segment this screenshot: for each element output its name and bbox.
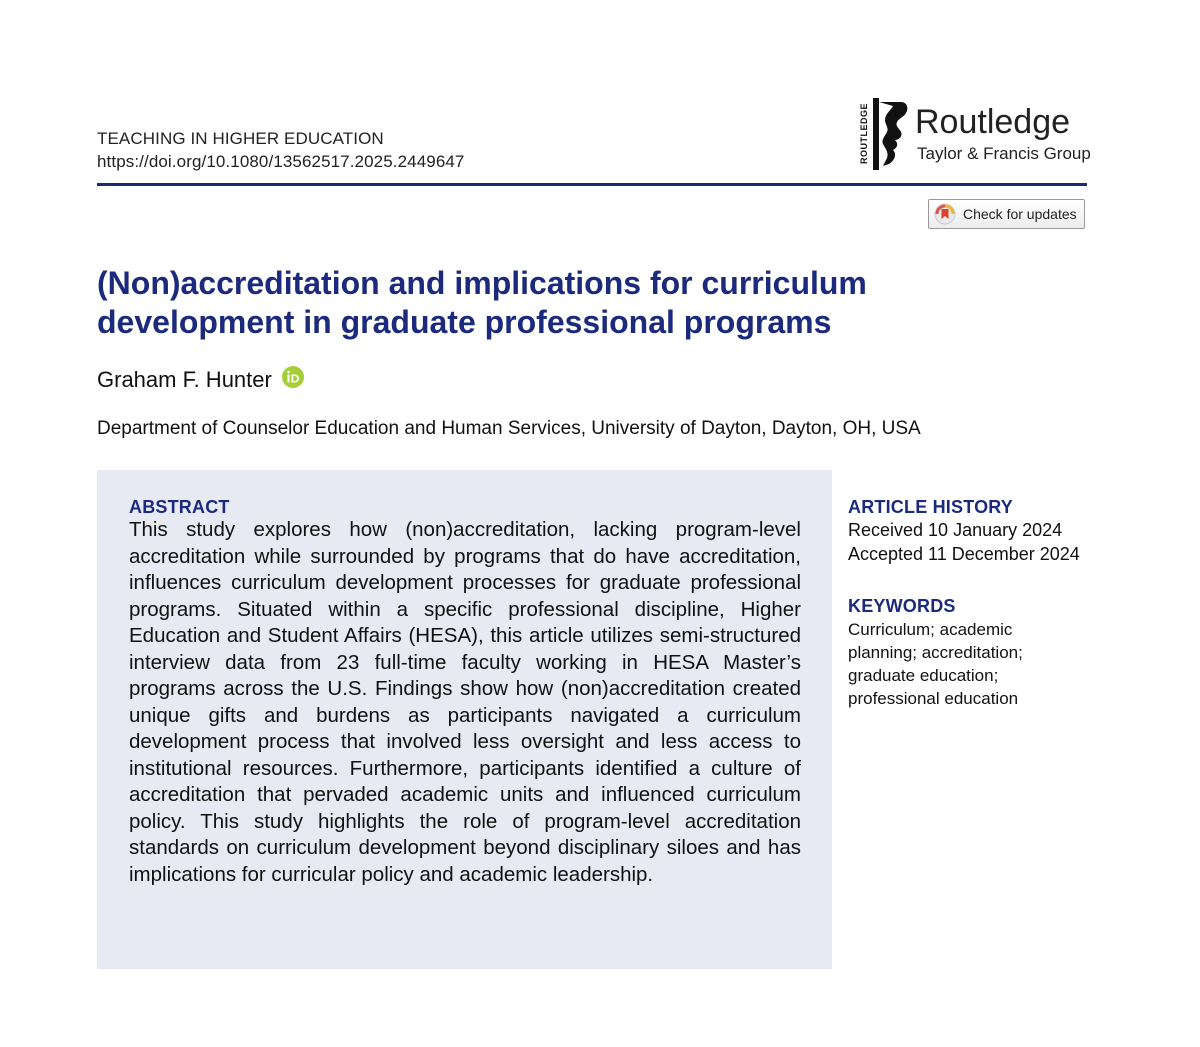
- doi-link[interactable]: https://doi.org/10.1080/13562517.2025.2449647: [97, 152, 465, 171]
- author-line: [97, 366, 304, 394]
- author-affiliation: Department of Counselor Education and Human Services, University of Dayton, Dayton, OH, USA: [97, 418, 921, 439]
- abstract-heading: ABSTRACT: [129, 497, 230, 517]
- journal-name: TEACHING IN HIGHER EDUCATION: [97, 129, 384, 148]
- journal-info: [97, 127, 465, 173]
- check-for-updates-label: Check for updates: [963, 206, 1077, 222]
- article-history-heading: ARTICLE HISTORY: [848, 497, 1014, 517]
- routledge-head-icon: [873, 98, 913, 170]
- keywords-list: Curriculum; academic planning; accreditation; graduate education; professional education: [848, 620, 1023, 708]
- orcid-icon[interactable]: [282, 366, 304, 388]
- keywords-heading: KEYWORDS: [848, 596, 956, 616]
- abstract-box: [97, 470, 832, 969]
- received-date: Received 10 January 2024: [848, 520, 1063, 540]
- abstract-text: This study explores how (non)accreditation, lacking program-level accreditation while surrounded by programs that do have accreditation, influences curriculum development processes for graduate professional programs. Situated within a specific professional discipline, Higher Education and Student Affairs (HESA), this article utilizes semi-structured interview data from 23 full-time faculty working in HESA Master’s programs across the U.S. Findings show how (non)accreditation created unique gifts and burdens as participants navigated a curriculum development process that involved less oversight and less access to institutional resources. Furthermore, participants identified a culture of accreditation that pervaded academic units and influenced curriculum policy. This study highlights the role of program-level accreditation standards on curriculum development beyond disciplinary siloes and has implications for curricular policy and academic leadership.: [129, 518, 801, 886]
- check-for-updates-button[interactable]: [928, 199, 1085, 229]
- article-history: [848, 519, 1098, 566]
- header-rule: [97, 183, 1087, 186]
- article-sidebar: [848, 497, 1098, 710]
- routledge-logo[interactable]: [855, 98, 1095, 170]
- logo-vertical-text: ROUTLEDGE: [859, 102, 869, 164]
- article-title: (Non)accreditation and implications for curriculum development in graduate professional programs: [97, 265, 867, 340]
- author-name[interactable]: Graham F. Hunter: [97, 367, 272, 392]
- bookmark-update-icon: [934, 203, 956, 225]
- accepted-date: Accepted 11 December 2024: [848, 543, 1080, 564]
- publisher-group: Taylor & Francis Group: [917, 144, 1091, 163]
- publisher-name: Routledge: [915, 103, 1071, 141]
